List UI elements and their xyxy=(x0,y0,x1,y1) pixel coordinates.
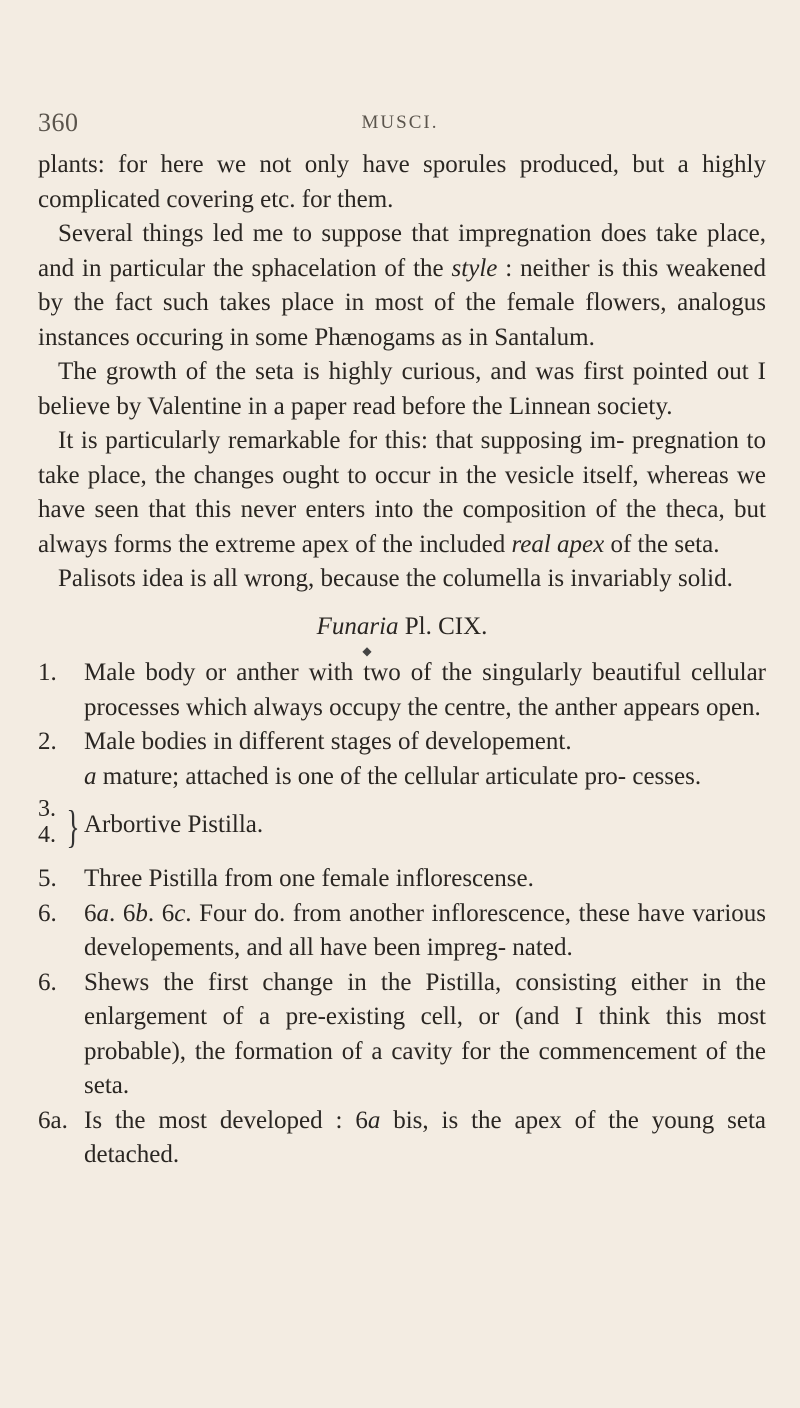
list-item-braced: 3. 4. } Arbortive Pistilla. xyxy=(38,796,264,852)
paragraph: plants: for here we not only have sporules produced, but a highly complicated covering etc. for them. xyxy=(38,151,766,213)
italic-term: real apex xyxy=(511,530,605,558)
list-item: 5. Three Pistilla from one female inflorescense. xyxy=(38,865,534,892)
list-item: 6. Shews the first change in the Pistilla, consisting either in the enlargement of a pre-existing cell, or (and I think this most probable), the formation of a cavity for the commencement of the seta. xyxy=(38,968,766,1099)
paragraph: The growth of the seta is highly curious, and was first pointed out I believe by Valentine in a paper read before the Linnean society. xyxy=(38,358,766,420)
braced-numbers: 3. 4. xyxy=(38,796,56,848)
paragraph: Several things led me to suppose that impregnation does take place, and in particular the sphacelation of the style : neither is this weakened by the fact such takes place in most of the female flowers, analogus instances occuring in some Phænogams as in Santalum. xyxy=(38,220,767,351)
paragraph: Palisots idea is all wrong, because the columella is invariably solid. xyxy=(58,565,733,592)
list-item: 2. Male bodies in different stages of developement. xyxy=(38,728,572,755)
page-number: 360 xyxy=(38,108,79,137)
section-title: Funaria Pl. CIX. xyxy=(316,612,488,640)
list-item: 6a. Is the most developed : 6a bis, is the apex of the young seta detached. xyxy=(38,1106,766,1168)
body-text xyxy=(38,148,766,1173)
ornament-mark: ◆ xyxy=(362,644,372,658)
italic-term: style xyxy=(451,254,498,282)
list-item: 1. Male body or anther with two of the singularly beautiful cellular processes which always occupy the centre, the anther appears open. xyxy=(38,659,766,721)
paragraph: It is particularly remarkable for this: that supposing im- pregnation to take place, the changes ought to occur in the vesicle itself, whereas we have seen that this never enters into the composition of the theca, but always forms the extreme apex of the included real apex of the seta. xyxy=(38,427,766,558)
list-item: a mature; attached is one of the cellular articulate pro- cesses. xyxy=(84,762,702,790)
list-item: 6. 6a. 6b. 6c. Four do. from another inflorescence, these have various developements, and all have been impreg- nated. xyxy=(38,899,766,961)
page-header xyxy=(0,108,800,138)
brace-icon: } xyxy=(66,801,80,852)
running-head: MUSCI. xyxy=(361,112,439,133)
